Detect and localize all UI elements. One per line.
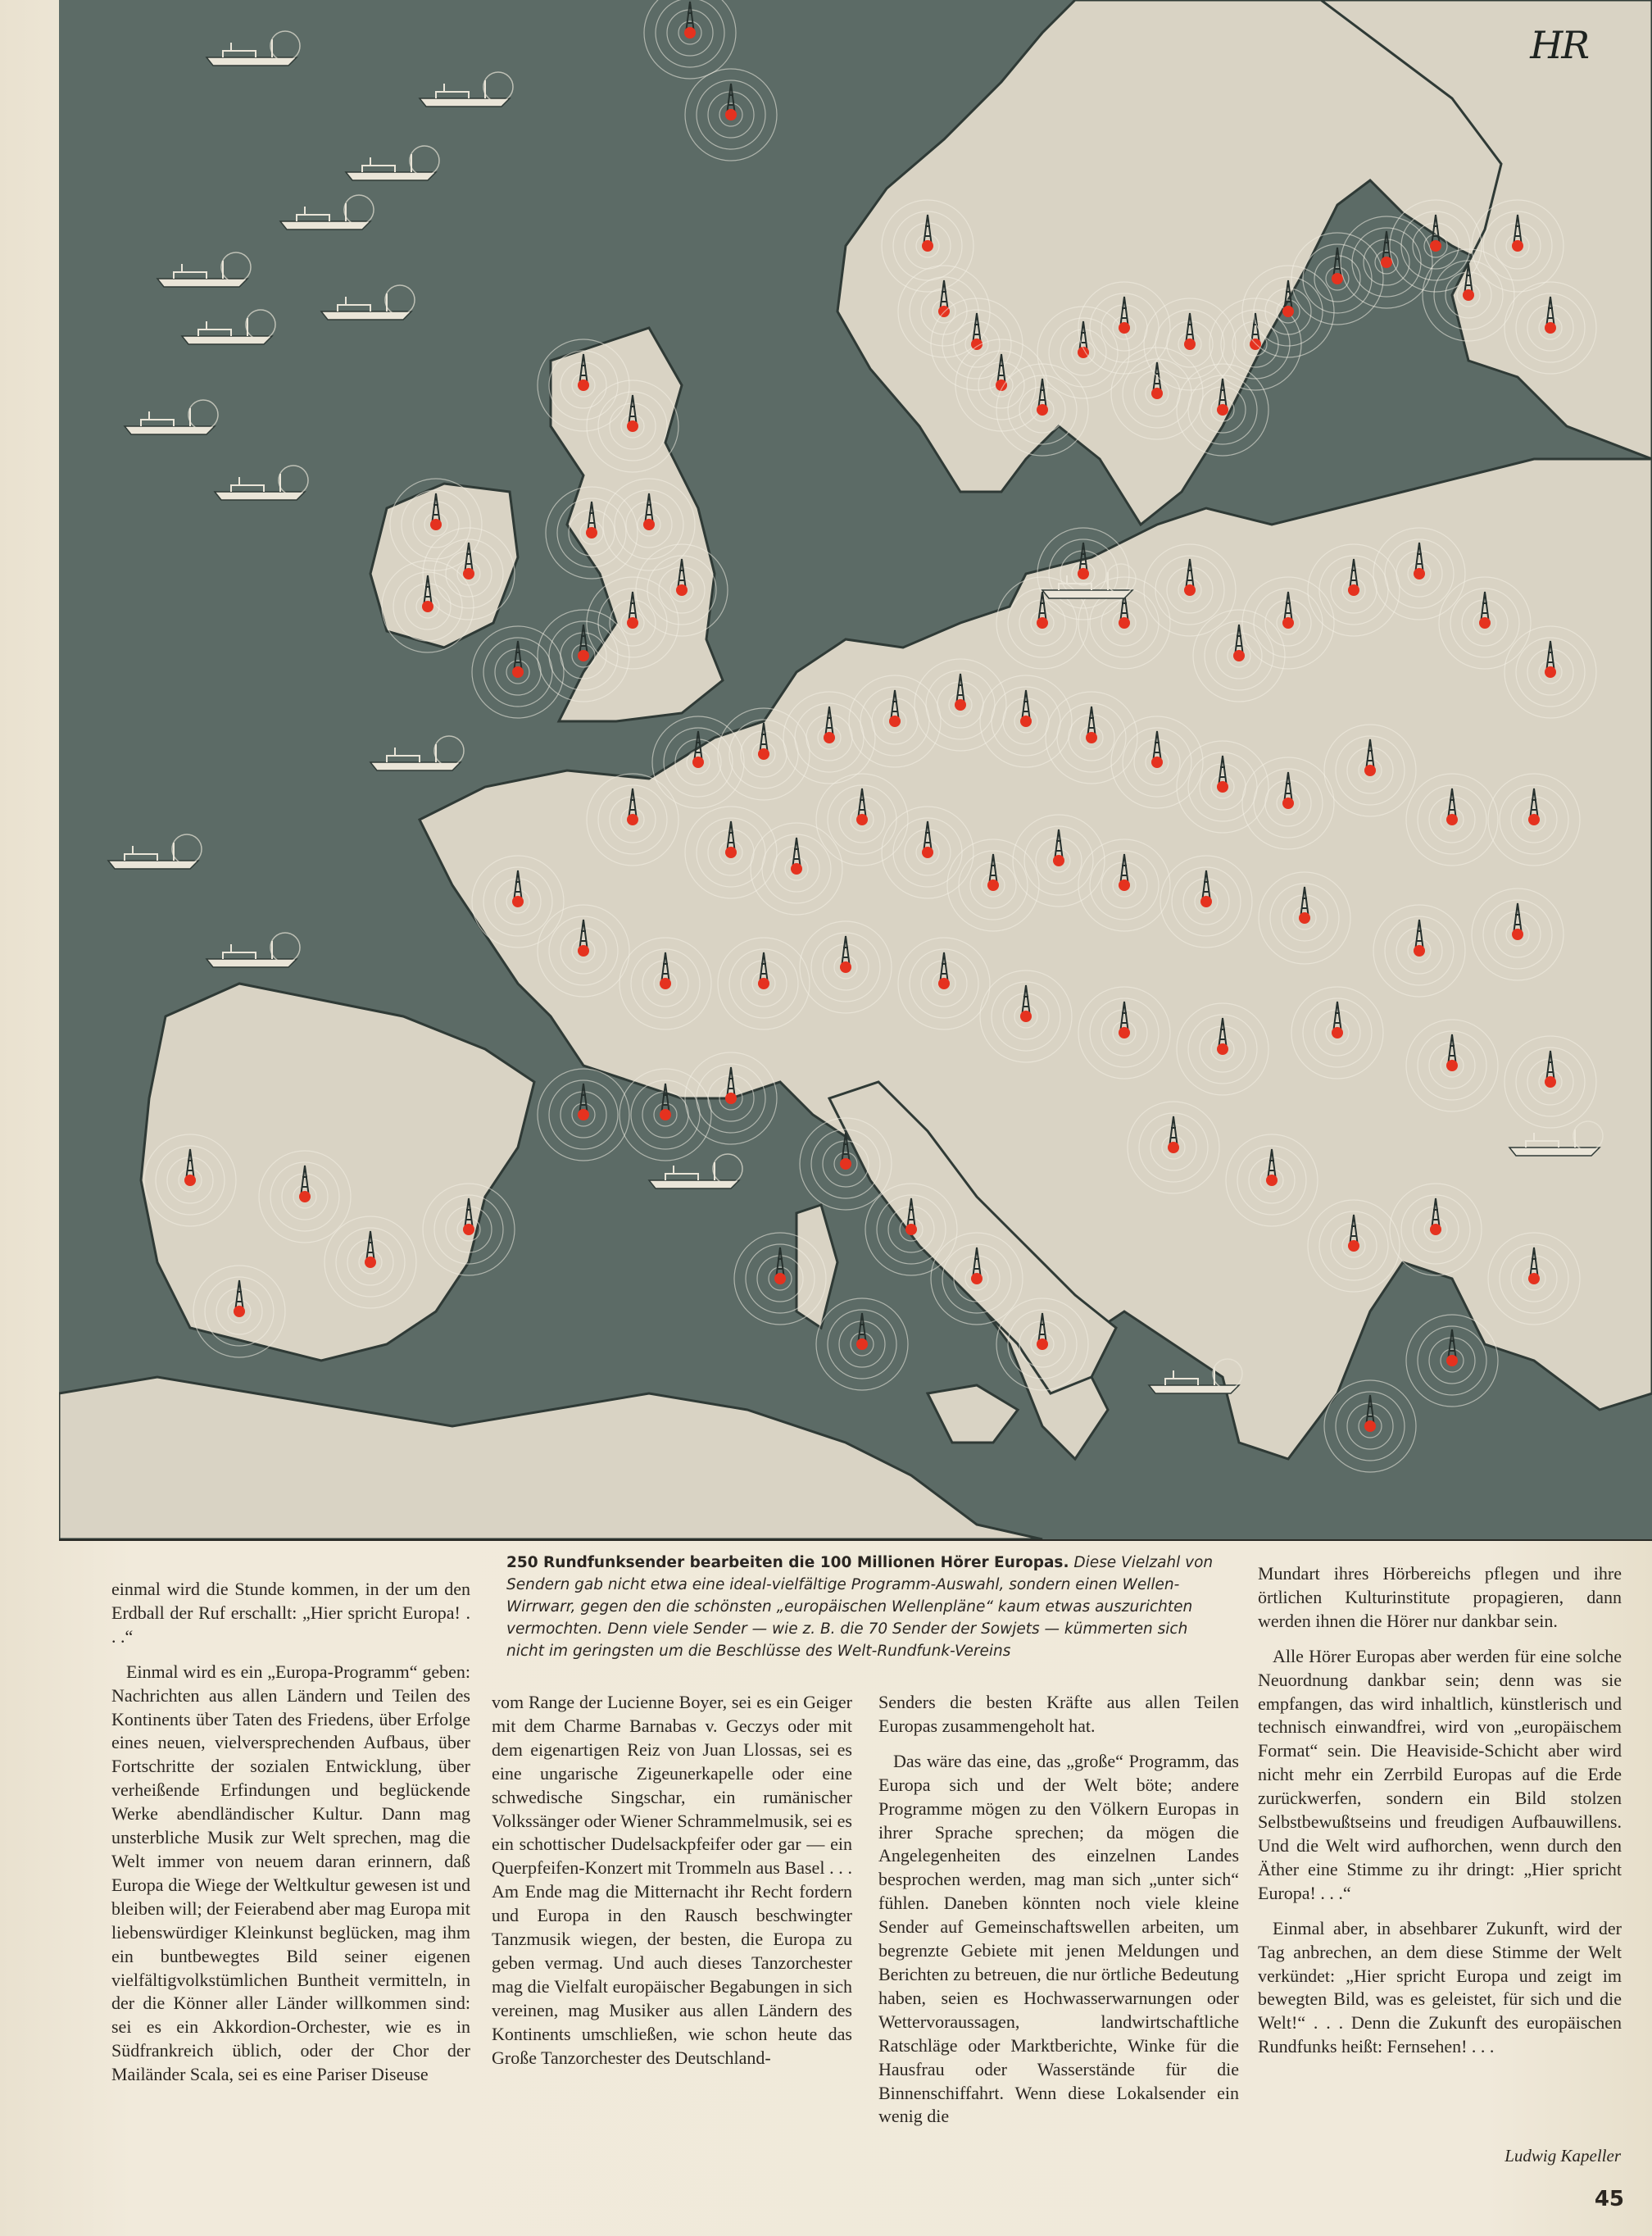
paragraph: Das wäre das eine, das „große“ Programm, das Europa sich und der Welt böte; andere Programme mögen zu den Völkern Europas in ihrer Sprache sprechen; da mögen die Angelegenheiten des einzelnen Landes besprochen werden, mag man sich „unter sich“ fühlen. Daneben könnten noch viele kleine Sender auf Gemeinschaftswellen arbeiten, um begrenzte Gebiete mit jenen Meldungen und Berichten zu betreuen, die nur örtliche Bedeutung haben, seien es Hochwasserwarnungen oder Wettervoraussagen, landwirtschaftliche Ratschläge oder Marktberichte, Winke für die Hausfrau oder Wasserstände für die Binnenschiffahrt. Wenn diese Lokalsender ein wenig die — [878, 1750, 1239, 2127]
europe-radio-map — [59, 0, 1652, 1541]
author-signature: Ludwig Kapeller — [1504, 2146, 1621, 2166]
paragraph: Einmal aber, in absehbarer Zukunft, wird der Tag anbrechen, an dem diese Stimme der Welt verkündet: „Hier spricht Europa und zeigt im bewegten Bild, was es geleistet, für sich und die Welt!“ . . . Denn die Zukunft des europäischen Rundfunks heißt: Fernsehen! . . . — [1258, 1917, 1622, 2057]
text-column-1 — [111, 1578, 470, 2098]
paragraph: Einmal wird es ein „Europa-Programm“ geben: Nachrichten aus allen Ländern und Teilen des Kontinents über Taten des Friedens, über Erfolge eines neuen, vielversprechenden Aufbaus, über Fortschritte der sozialen Entwicklung, über verheißende Erfindungen und beglückende Werke abendländischer Kultur. Dann mag unsterbliche Musik zur Welt sprechen, mag die Welt immer von neuem daran erinnern, daß Europa die Wiege der Weltkultur gewesen ist und bleiben will; der Feierabend aber mag Europa mit liebenswürdiger Kleinkunst beglücken, mag ihm ein buntbewegtes Bild seiner eigenen vielfältigvolkstümlichen Buntheit vermitteln, in der die Könner aller Länder willkommen sind: sei es ein Akkordion-Orchester, wie es in Südfrankreich üblich, oder der Chor der Mailänder Scala, sei es eine Pariser Diseuse — [111, 1661, 471, 2085]
map-caption — [506, 1552, 1228, 1662]
text-column-2 — [492, 1691, 852, 2082]
map-illustration — [59, 0, 1652, 1539]
artist-initials: HR — [1530, 23, 1588, 67]
paragraph: einmal wird die Stunde kommen, in der um den Erdball der Ruf erschallt: „Hier spricht Europa! . . .“ — [111, 1579, 470, 1647]
page-number: 45 — [1594, 2187, 1624, 2211]
caption-rest: Diese Vielzahl von Sendern gab nicht etwa eine ideal-vielfältige Programm-Auswahl, sondern einen Wellen-Wirrwarr, gegen den die schönsten „europäischen Wellenpläne“ kaum etwas auszurichten vermochten. Denn viele Sender — wie z. B. die 70 Sender der Sowjets — kümmerten sich nicht im geringsten um die Beschlüsse des Welt-Rundfunk-Vereins — [506, 1554, 1214, 1660]
paragraph: vom Range der Lucienne Boyer, sei es ein Geiger mit dem Charme Barnabas v. Geczys oder mit dem eigenartigen Reiz von Juan Llossas, sei es eine ungarische Zigeunerkapelle oder eine schwedische Singschar, ein rumänischer Volkssänger oder Wiener Schrammelmusik, sei es ein schottischer Dudelsackpfeifer oder gar — ein Querpfeifen-Konzert mit Trommeln aus Basel . . . Am Ende mag die Mitternacht ihr Recht fordern und Europa in den Rausch beschwingter Tanzmusik wiegen, der besten, die Europa zu geben vermag. Und auch dieses Tanzorchester mag die Vielfalt europäischer Begabungen in sich vereinen, mag Musiker aus allen Ländern des Kontinents umschließen, wie schon heute das Große Tanzorchester des Deutschland- — [492, 1692, 852, 2068]
paragraph: Senders die besten Kräfte aus allen Teilen Europas zusammengeholt hat. — [878, 1692, 1239, 1736]
text-column-4 — [1258, 1562, 1622, 2070]
text-column-3 — [878, 1691, 1239, 2140]
paragraph: Mundart ihres Hörbereichs pflegen und ihre örtlichen Kulturinstitute propagieren, dann werden ihnen die Hörer nur dankbar sein. — [1258, 1563, 1622, 1631]
paragraph: Alle Hörer Europas aber werden für eine solche Neuordnung dankbar sein; denn was sie empfangen, das wird inhaltlich, künstlerisch und technisch einwandfrei, wird von „europäischem Format“ sein. Die Heaviside-Schicht aber wird nicht mehr ein Zerrbild Europas auf die Erde zurückwerfen, sondern ein Bild stolzen Selbstbewußtseins und freudigen Aufbauwillens. Und die Welt wird aufhorchen, wenn durch den Äther eine Stimme zu ihr dringt: „Hier spricht Europa! . . .“ — [1258, 1645, 1622, 1903]
caption-bold: 250 Rundfunksender bearbeiten die 100 Millionen Hörer Europas. — [506, 1554, 1069, 1571]
